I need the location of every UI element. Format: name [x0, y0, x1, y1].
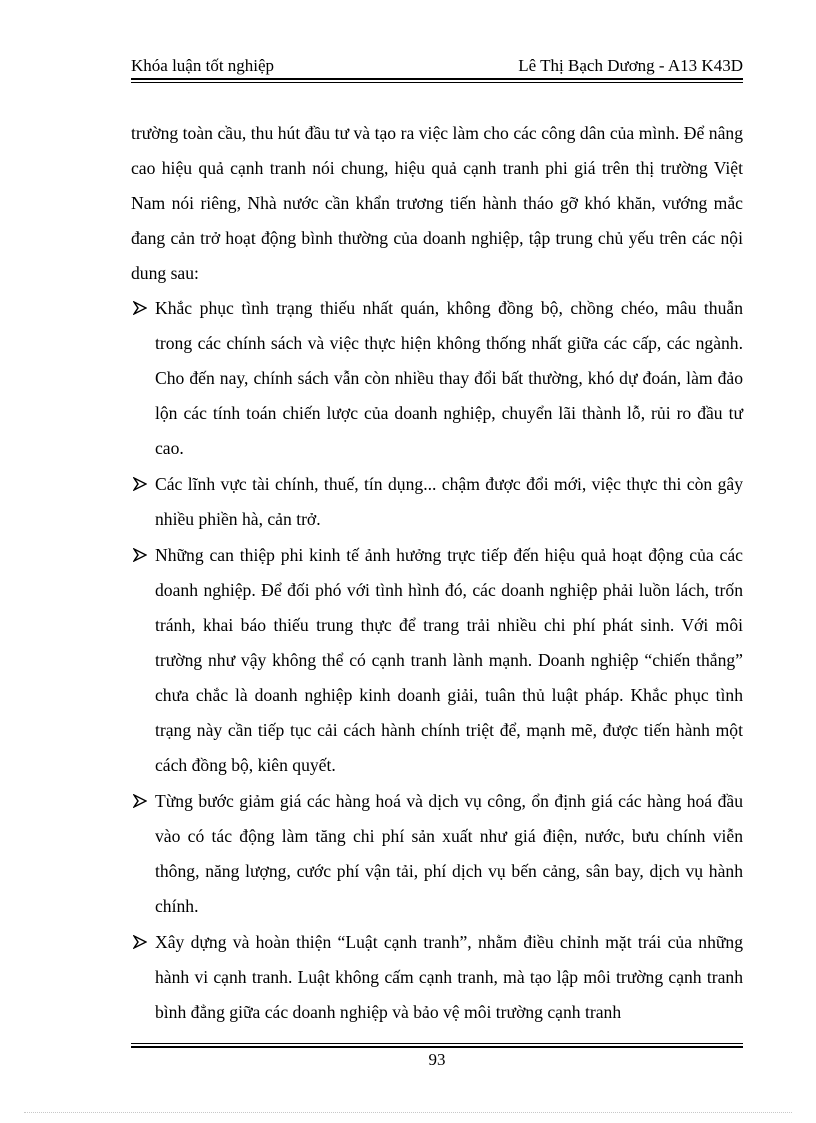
intro-paragraph: trường toàn cầu, thu hút đầu tư và tạo ra việc làm cho các công dân của mình. Để nâng cao hiệu quả cạnh tranh nói chung, hiệu quả cạnh tranh phi giá trên thị trường Việt Nam nói riêng, Nhà nước cần khẩn trương tiến hành tháo gỡ khó khăn, vướng mắc đang cản trở hoạt động bình thường của doanh nghiệp, tập trung chủ yếu trên các nội dung sau: — [131, 123, 743, 283]
list-item-text: Từng bước giảm giá các hàng hoá và dịch vụ công, ổn định giá các hàng hoá đầu vào có tác động làm tăng chi phí sản xuất như giá điện, nước, bưu chính viễn thông, năng lượng, cước phí vận tải, phí dịch vụ bến cảng, sân bay, dịch vụ hành chính. — [155, 791, 743, 916]
list-item — [131, 538, 743, 783]
page-edge-divider — [24, 1112, 792, 1114]
list-item — [131, 925, 743, 1030]
arrowhead-bullet-icon — [133, 548, 147, 562]
list-item-text: Xây dựng và hoàn thiện “Luật cạnh tranh”, nhằm điều chỉnh mặt trái của những hành vi cạnh tranh. Luật không cấm cạnh tranh, mà tạo lập môi trường cạnh tranh bình đẳng giữa các doanh nghiệp và bảo vệ môi trường cạnh tranh — [155, 932, 743, 1022]
header-document-title: Khóa luận tốt nghiệp — [131, 56, 275, 75]
header-rule — [131, 78, 743, 80]
footer-rule — [131, 1046, 743, 1048]
arrowhead-bullet-icon — [133, 301, 147, 315]
page-body — [131, 116, 743, 1030]
list-item-text: Các lĩnh vực tài chính, thuế, tín dụng... chậm được đổi mới, việc thực thi còn gây nhiều phiền hà, cản trở. — [155, 474, 743, 529]
bullet-list — [131, 291, 743, 1030]
list-item — [131, 784, 743, 924]
list-item-text: Khắc phục tình trạng thiếu nhất quán, không đồng bộ, chồng chéo, mâu thuẫn trong các chính sách và việc thực hiện không thống nhất giữa các cấp, các ngành. Cho đến nay, chính sách vẫn còn nhiều thay đổi bất thường, khó dự đoán, làm đảo lộn các tính toán chiến lược của doanh nghiệp, chuyển lãi thành lỗ, rủi ro đầu tư cao. — [155, 298, 743, 458]
footer-rule-thin — [131, 1043, 743, 1044]
list-item — [131, 291, 743, 466]
arrowhead-bullet-icon — [133, 794, 147, 808]
list-item — [131, 467, 743, 537]
arrowhead-bullet-icon — [133, 477, 147, 491]
page-header — [131, 52, 743, 76]
page-number: 93 — [428, 1050, 446, 1069]
list-item-text: Những can thiệp phi kinh tế ảnh hưởng trực tiếp đến hiệu quả hoạt động của các doanh nghiệp. Để đối phó với tình hình đó, các doanh nghiệp phải luồn lách, trốn tránh, khai báo thiếu trung thực để trang trải nhiều chi phí phát sinh. Với môi trường như vậy không thể có cạnh tranh lành mạnh. Doanh nghiệp “chiến thắng” chưa chắc là doanh nghiệp kinh doanh giải, tuân thủ luật pháp. Khắc phục tình trạng này cần tiếp tục cải cách hành chính triệt để, mạnh mẽ, được tiến hành một cách đồng bộ, kiên quyết. — [155, 545, 743, 775]
arrowhead-bullet-icon — [133, 935, 147, 949]
header-author: Lê Thị Bạch Dương - A13 K43D — [518, 56, 743, 75]
header-rule-thin — [131, 82, 743, 83]
